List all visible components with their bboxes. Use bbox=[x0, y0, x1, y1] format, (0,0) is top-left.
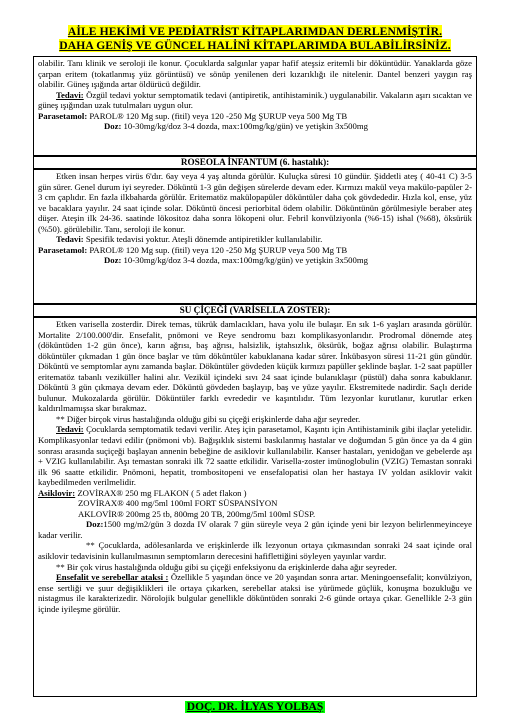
section3-note2: ** Çocuklarda, adölesanlarda ve erişkinlerde ilk lezyonun ortaya çıkmasından sonraki 24 saat içinde oral asiklovir tedavisinin kullanılmasının semptomların derecesini hafiflettiğini söyleyen yayınlar vardır. bbox=[38, 540, 472, 562]
asiklovir-drug-3: AKLOVİR® 200mg 25 tb, 800mg 20 TB, 200mg/5ml 100ml SÜSP. bbox=[78, 508, 316, 519]
parasetamol-text: PAROL® 120 Mg sup. (fitil) veya 120 -250 Mg ŞURUP veya 500 Mg TB bbox=[87, 110, 348, 121]
doz-label: Doz: bbox=[104, 255, 122, 266]
parasetamol-text: PAROL® 120 Mg sup. (fitil) veya 120 -250 Mg ŞURUP veya 500 Mg TB bbox=[87, 244, 348, 255]
section1-tedavi bbox=[38, 90, 472, 111]
section1-parasetamol bbox=[38, 111, 472, 122]
author-footer bbox=[0, 700, 510, 714]
section3-title: SU ÇİÇEĞİ (VARİSELLA ZOSTER): bbox=[33, 304, 477, 317]
asiklovir-drug-2: ZOVİRAX® 400 mg/5ml 100ml FORT SÜSPANSİYON bbox=[78, 498, 278, 509]
section3-doz bbox=[38, 519, 472, 540]
doz-label: Doz: bbox=[104, 121, 122, 132]
section2-doz bbox=[38, 255, 472, 266]
header-line-2: DAHA GENİŞ VE GÜNCEL HALİNİ KİTAPLARIMDA BULABİLİRSİNİZ. bbox=[59, 39, 451, 52]
asiklovir-drug-1: ZOVİRAX® 250 mg FLAKON ( 5 adet flakon ) bbox=[75, 487, 247, 498]
parasetamol-label: Parasetamol: bbox=[38, 110, 88, 121]
asiklovir-label: Asiklovir: bbox=[38, 487, 76, 498]
tedavi-label: Tedavi: bbox=[56, 89, 84, 100]
ensefalit-label: Ensefalit ve serebellar ataksi : bbox=[56, 572, 169, 583]
tedavi-text: Spesifik tedavisi yoktur. Ateşli dönemde antipiretikler kullanılabilir. bbox=[83, 234, 323, 245]
section-erythema-infectiosum bbox=[33, 56, 477, 156]
header-line-1: AİLE HEKİMİ VE PEDİATRİST KİTAPLARIMDAN DERLENMİŞTİR. bbox=[67, 25, 443, 38]
tedavi-label: Tedavi: bbox=[56, 424, 84, 435]
section3-tedavi bbox=[38, 424, 472, 487]
section2-parasetamol bbox=[38, 245, 472, 256]
section3-ensefalit bbox=[38, 572, 472, 614]
section3-note3: ** Bir çok virus hastalığında olduğu gibi su çiçeği enfeksiyonu da erişkinlerde daha ağır seyreder. bbox=[56, 561, 397, 572]
parasetamol-label: Parasetamol: bbox=[38, 244, 88, 255]
section2-body: Etken insan herpes virüs 6'dır. 6ay veya 4 yaş altında görülür. Kuluçka süresi 10 gündür. Şiddetli ateş ( 40-41 C) 3-5 gün sürer. Genel durum iyi seyreder. Döküntü 1-3 gün değişen sürelerde devam eder. Kırmızı makül veya makülo-papüler 2-3 cm çaplıdır. En fazla ilkbaharda görülür. Eritematöz makülopapüler döküntüler daha çok gövdededir. Hızla kol, ense, yüz ve bacaklara yayılır. 24 saat içinde solar. Döküntü öncesi periorbital ödem olabilir. Döküntünün görülmesiyle beraber ateş düşer. Ateşin ilk 24-36. saatinde lökositoz daha sonra lökopeni olur. Febril konvülziyonla (%6-15) ishal (%68), öksürük (%50). görülebilir. Tanı, seroloji ile konur. bbox=[38, 171, 472, 234]
section-varicella bbox=[33, 317, 477, 697]
author-name: DOÇ. DR. İLYAS YOLBAŞ bbox=[186, 701, 324, 713]
doz-text: 10-30mg/kg/doz 3-4 dozda, max:100mg/kg/gün) ve yetişkin 3x500mg bbox=[121, 121, 368, 132]
section2-tedavi bbox=[38, 234, 472, 245]
section1-body: olabilir. Tanı klinik ve seroloji ile konur. Çocuklarda salgınlar yapar hafif ateşsiz eritemli bir döküntüdür. Yanaklarda göze çarpan eritem (tokatlanmış yüz görüntüsü) ve sönüp yenilenen deri kızarıklığı ile nitelenir. Dantel benzeri yaygın raş olabilir. Güneş ışığında artar öldürücü değildir. bbox=[38, 58, 472, 90]
tedavi-label: Tedavi: bbox=[56, 234, 84, 245]
doz-text: 10-30mg/kg/doz 3-4 dozda, max:100mg/kg/gün) ve yetişkin 3x500mg bbox=[121, 255, 368, 266]
tedavi-text: Özgül tedavi yoktur semptomatik tedavi (antipiretik, antihistaminik.) uygulanabilir. Vakaların aşırı sıcaktan ve güneş ışığından uzak tutulmaları uygun olur. bbox=[38, 89, 472, 111]
doz-label: Doz: bbox=[86, 519, 104, 530]
tedavi-text: Çocuklarda semptomatik tedavi verilir. Ateş için parasetamol, Kaşıntı için Antihistaminik gibi ilaçlar yetelidir. Komplikasyonlar tedavi edilir (pnömoni vb). Bağışıklık sistemi baskılanmış hastalar ve doğumdan 5 gün önce ya da 4 gün sonrası arasında suçiçeği başlayan annenin bebeğine de asiklovir kullanılabilir. Kanser hastaları, yenidoğan ve gebelerde aşı + VZIG kullanılabilir. Aşı temastan sonraki ilk 72 saatte etkilidir. Varisella-zoster imünoglobulin (VZIG) Temastan sonraki ilk 96 saatte etkilidir. Pnömoni, hepatit, trombositopeni ve ensefalopatisi olan her hastaya IV yoldan asiklovir vakit kaybedilmeden verilmelidir. bbox=[38, 424, 472, 488]
ensefalit-text: Özellikle 5 yaşından önce ve 20 yaşından sonra artar. Meningoensefalit; konvülziyon, ense sertliği ve şuur değişiklikleri ile ortaya çıkarken, serebellar ataksi ise yürümede güçlük, konuşma bozukluğu ve nistagmus ile karakterizedir. Nörolojik bulgular genellikle döküntüden sonraki 2-6 günde ortaya çıkar. Genellikle 2-3 gün içinde iyileşme görülür. bbox=[38, 572, 473, 614]
doz-text: 1500 mg/m2/gün 3 dozda IV olarak 7 gün süreyle veya 2 gün içinde yeni bir lezyon belirlenmeyinceye kadar verilir. bbox=[38, 519, 472, 540]
section2-title: ROSEOLA İNFANTUM (6. hastalık): bbox=[33, 156, 477, 169]
section3-asiklovir bbox=[38, 488, 472, 499]
section3-note1: ** Diğer birçok virus hastalığında olduğu gibi su çiçeği erişkinlerde daha ağır seyreder. bbox=[56, 413, 361, 424]
section3-body: Etken varisella zosterdir. Direk temas, tükrük damlacıkları, hava yolu ile bulaşır. En sık 1-6 yaşları arasında görülür. Mortalite 2/100.000'dir. Ensefalit, pnömoni ve Reye sendromu bazı komplikasyonlarıdır. Prodromal dönemde ateş (döküntüden 1-2 gün önce), karın ağrısı, baş ağrısı, halsizlik, iştahsızlık, öksürük, boğaz ağrısı olabilir. Bulaştırma döküntüler çıkmadan 1 gün önce başlar ve tüm döküntüler kabuklanana kadar sürer. İnkübasyon süresi 11-21 gün gündür. Döküntü ve semptomlar aynı zamanda başlar. Döküntüler gövdeden küçük kırmızı papüller şeklinde başlar. 1-2 saat papüller eritematöz tabanlı veziküller halini alır. Vezikül içindeki sıvı 24 saat içinde bulanıklaşır (püstül) daha sonra kabuklanır. Döküntü 3 gün çıkmaya devam eder. Döküntü gövdeden başlayıp, baş ve yüze yayılır. Ekstremitede nadirdir. Saçlı deride bulunur. Mukozalarda görülür. Döküntüler farklı evrededir ve kaşıntılıdır. Tüm lezyonlar kurutlanır, kurutlar erken kaldırılmamışsa skar bırakmaz. bbox=[38, 319, 472, 414]
section-roseola bbox=[33, 169, 477, 304]
section1-doz bbox=[38, 121, 472, 132]
